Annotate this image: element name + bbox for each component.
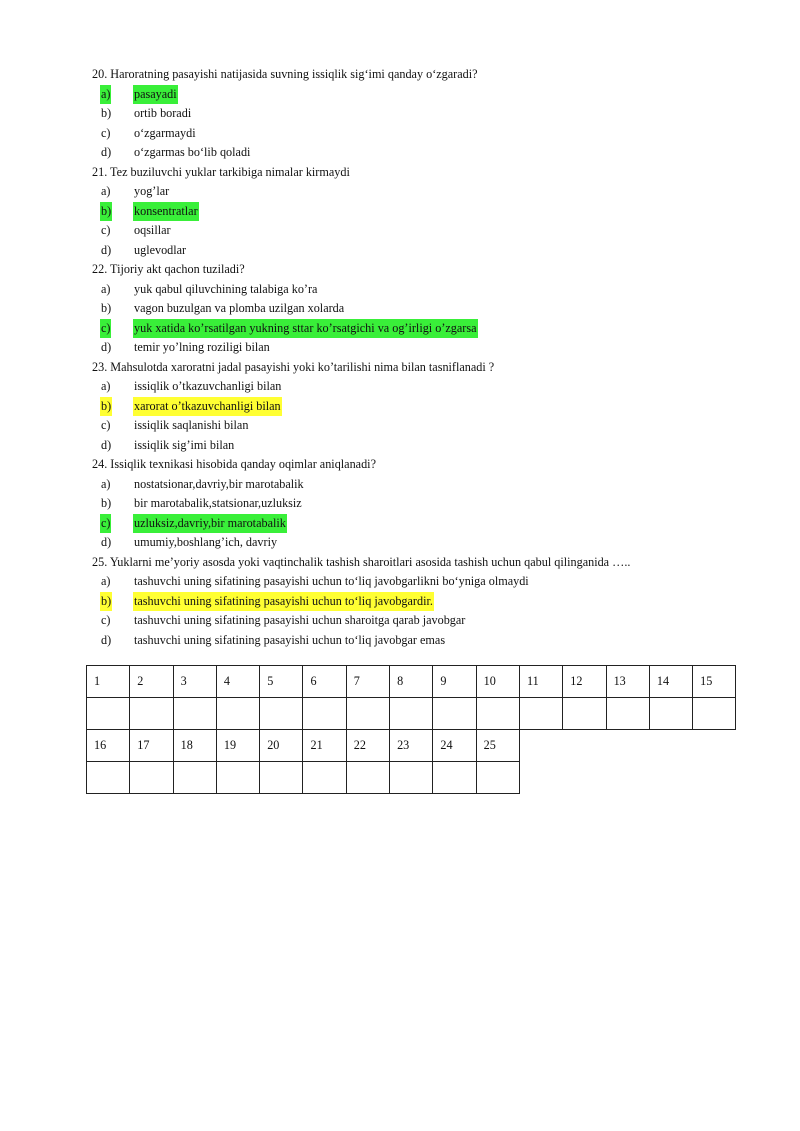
grid-number-cell: 19 xyxy=(216,730,259,762)
grid-number-cell: 16 xyxy=(87,730,130,762)
grid-number-cell: 23 xyxy=(390,730,433,762)
answer-option xyxy=(92,143,772,163)
answer-option xyxy=(92,124,772,144)
option-letter: b) xyxy=(101,496,112,510)
grid-number-cell: 25 xyxy=(476,730,519,762)
grid-answer-cell[interactable] xyxy=(476,698,519,730)
option-text: oqsillar xyxy=(134,223,171,237)
answer-option xyxy=(92,572,772,592)
question-list xyxy=(92,65,772,650)
grid-number-cell: 17 xyxy=(130,730,173,762)
grid-number-cell: 24 xyxy=(433,730,476,762)
grid-blank-area xyxy=(693,730,736,762)
option-text: ortib boradi xyxy=(134,106,192,120)
option-text: yuk xatida ko’rsatilgan yukning sttar ko’rsatgichi va og’irligi o’zgarsa xyxy=(133,319,478,339)
grid-answer-cell[interactable] xyxy=(649,698,692,730)
answer-option xyxy=(92,202,772,222)
grid-number-cell: 12 xyxy=(563,666,606,698)
answer-option xyxy=(92,221,772,241)
option-letter: a) xyxy=(101,574,111,588)
grid-blank-area xyxy=(519,762,562,794)
grid-answer-cell[interactable] xyxy=(606,698,649,730)
option-letter: b) xyxy=(100,592,112,612)
grid-number-cell: 2 xyxy=(130,666,173,698)
option-text: bir marotabalik,statsionar,uzluksiz xyxy=(134,496,302,510)
grid-blank-area xyxy=(649,730,692,762)
option-letter: d) xyxy=(101,242,112,257)
answer-grid xyxy=(86,665,736,794)
answer-option xyxy=(92,85,772,105)
grid-answer-row xyxy=(87,762,736,794)
question-text: 24. Issiqlik texnikasi hisobida qanday oqimlar aniqlanadi? xyxy=(92,457,376,471)
option-letter: c) xyxy=(101,125,111,140)
option-text: xarorat o’tkazuvchanligi bilan xyxy=(133,397,282,417)
answer-option xyxy=(92,436,772,456)
grid-answer-cell[interactable] xyxy=(260,698,303,730)
answer-option xyxy=(92,514,772,534)
grid-answer-cell[interactable] xyxy=(216,698,259,730)
grid-answer-cell[interactable] xyxy=(346,762,389,794)
option-letter: c) xyxy=(101,613,111,627)
option-text: tashuvchi uning sifatining pasayishi uchun sharoitga qarab javobgar xyxy=(134,613,466,627)
grid-number-row xyxy=(87,730,736,762)
grid-answer-cell[interactable] xyxy=(173,762,216,794)
grid-answer-cell[interactable] xyxy=(693,698,736,730)
option-text: nostatsionar,davriy,bir marotabalik xyxy=(134,476,304,491)
grid-answer-cell[interactable] xyxy=(390,698,433,730)
grid-answer-cell[interactable] xyxy=(130,698,173,730)
answer-option xyxy=(92,241,772,261)
option-text: tashuvchi uning sifatining pasayishi uchun to‘liq javobgardir. xyxy=(133,592,434,612)
grid-number-cell: 10 xyxy=(476,666,519,698)
option-letter: d) xyxy=(101,340,112,354)
option-text: temir yo’lning roziligi bilan xyxy=(134,340,270,354)
option-letter: c) xyxy=(101,223,111,237)
option-letter: b) xyxy=(101,301,112,315)
option-text: yuk qabul qiluvchining talabiga ko’ra xyxy=(134,281,318,296)
option-letter: c) xyxy=(100,319,111,339)
option-text: issiqlik o’tkazuvchanligi bilan xyxy=(134,379,282,393)
grid-blank-area xyxy=(606,730,649,762)
grid-answer-cell[interactable] xyxy=(433,762,476,794)
grid-number-row xyxy=(87,666,736,698)
option-text: umumiy,boshlang’ich, davriy xyxy=(134,535,278,549)
grid-answer-cell[interactable] xyxy=(87,762,130,794)
option-letter: a) xyxy=(101,476,111,491)
option-letter: d) xyxy=(101,632,112,647)
option-letter: d) xyxy=(101,535,112,549)
grid-answer-cell[interactable] xyxy=(433,698,476,730)
grid-number-cell: 9 xyxy=(433,666,476,698)
answer-grid-table xyxy=(86,665,736,794)
option-letter: d) xyxy=(101,145,112,159)
question-text: 20. Haroratning pasayishi natijasida suvning issiqlik sig‘imi qanday o‘zgaradi? xyxy=(92,67,478,81)
grid-number-cell: 4 xyxy=(216,666,259,698)
grid-number-cell: 13 xyxy=(606,666,649,698)
answer-option xyxy=(92,319,772,339)
grid-answer-cell[interactable] xyxy=(346,698,389,730)
answer-option xyxy=(92,611,772,631)
option-text: yog’lar xyxy=(134,184,170,198)
answer-option xyxy=(92,631,772,651)
grid-number-cell: 11 xyxy=(519,666,562,698)
option-letter: a) xyxy=(100,85,111,105)
grid-number-cell: 3 xyxy=(173,666,216,698)
option-letter: b) xyxy=(101,106,112,120)
answer-option xyxy=(92,299,772,319)
answer-option xyxy=(92,475,772,495)
option-letter: c) xyxy=(101,418,111,432)
grid-answer-cell[interactable] xyxy=(216,762,259,794)
grid-answer-cell[interactable] xyxy=(87,698,130,730)
grid-answer-cell[interactable] xyxy=(303,698,346,730)
grid-number-cell: 21 xyxy=(303,730,346,762)
grid-blank-area xyxy=(519,730,562,762)
question-text: 22. Tijoriy akt qachon tuziladi? xyxy=(92,262,245,276)
option-text: issiqlik saqlanishi bilan xyxy=(134,418,249,432)
answer-option xyxy=(92,397,772,417)
option-letter: c) xyxy=(100,514,111,534)
option-text: vagon buzulgan va plomba uzilgan xolarda xyxy=(134,301,345,315)
option-text: issiqlik sig’imi bilan xyxy=(134,437,235,452)
option-letter: a) xyxy=(101,184,111,198)
grid-answer-cell[interactable] xyxy=(519,698,562,730)
grid-answer-cell[interactable] xyxy=(563,698,606,730)
option-text: uglevodlar xyxy=(134,242,187,257)
grid-answer-cell[interactable] xyxy=(390,762,433,794)
answer-option xyxy=(92,280,772,300)
option-text: pasayadi xyxy=(133,85,178,105)
option-letter: b) xyxy=(100,397,112,417)
grid-number-cell: 22 xyxy=(346,730,389,762)
question-text: 23. Mahsulotda xaroratni jadal pasayishi yoki ko’tarilishi nima bilan tasniflanadi ? xyxy=(92,359,495,374)
option-text: o‘zgarmaydi xyxy=(134,125,196,140)
option-letter: a) xyxy=(101,281,111,296)
grid-number-cell: 14 xyxy=(649,666,692,698)
grid-number-cell: 1 xyxy=(87,666,130,698)
grid-blank-area xyxy=(563,730,606,762)
answer-option xyxy=(92,533,772,553)
grid-blank-area xyxy=(563,762,606,794)
grid-number-cell: 5 xyxy=(260,666,303,698)
grid-number-cell: 7 xyxy=(346,666,389,698)
option-letter: d) xyxy=(101,437,112,452)
grid-number-cell: 20 xyxy=(260,730,303,762)
answer-option xyxy=(92,182,772,202)
grid-blank-area xyxy=(649,762,692,794)
grid-number-cell: 6 xyxy=(303,666,346,698)
grid-answer-cell[interactable] xyxy=(130,762,173,794)
option-text: tashuvchi uning sifatining pasayishi uchun to‘liq javobgar emas xyxy=(134,632,446,647)
grid-number-cell: 18 xyxy=(173,730,216,762)
answer-option xyxy=(92,592,772,612)
grid-answer-cell[interactable] xyxy=(173,698,216,730)
answer-option xyxy=(92,494,772,514)
answer-option xyxy=(92,416,772,436)
grid-answer-cell[interactable] xyxy=(476,762,519,794)
option-text: tashuvchi uning sifatining pasayishi uchun to‘liq javobgarlikni bo‘yniga olmaydi xyxy=(134,574,529,588)
grid-answer-cell[interactable] xyxy=(303,762,346,794)
question-text: 21. Tez buziluvchi yuklar tarkibiga nimalar kirmaydi xyxy=(92,164,350,179)
answer-option xyxy=(92,104,772,124)
option-letter: a) xyxy=(101,379,111,393)
grid-number-cell: 8 xyxy=(390,666,433,698)
option-letter: b) xyxy=(100,202,112,222)
option-text: o‘zgarmas bo‘lib qoladi xyxy=(134,145,251,159)
grid-blank-area xyxy=(693,762,736,794)
option-text: konsentratlar xyxy=(133,202,199,222)
grid-answer-row xyxy=(87,698,736,730)
question-text: 25. Yuklarni me’yoriy asosda yoki vaqtinchalik tashish sharoitlari asosida tashish uchun qabul qilinganida ….. xyxy=(92,554,631,569)
grid-number-cell: 15 xyxy=(693,666,736,698)
option-text: uzluksiz,davriy,bir marotabalik xyxy=(133,514,287,534)
answer-option xyxy=(92,377,772,397)
grid-answer-cell[interactable] xyxy=(260,762,303,794)
answer-option xyxy=(92,338,772,358)
grid-blank-area xyxy=(606,762,649,794)
